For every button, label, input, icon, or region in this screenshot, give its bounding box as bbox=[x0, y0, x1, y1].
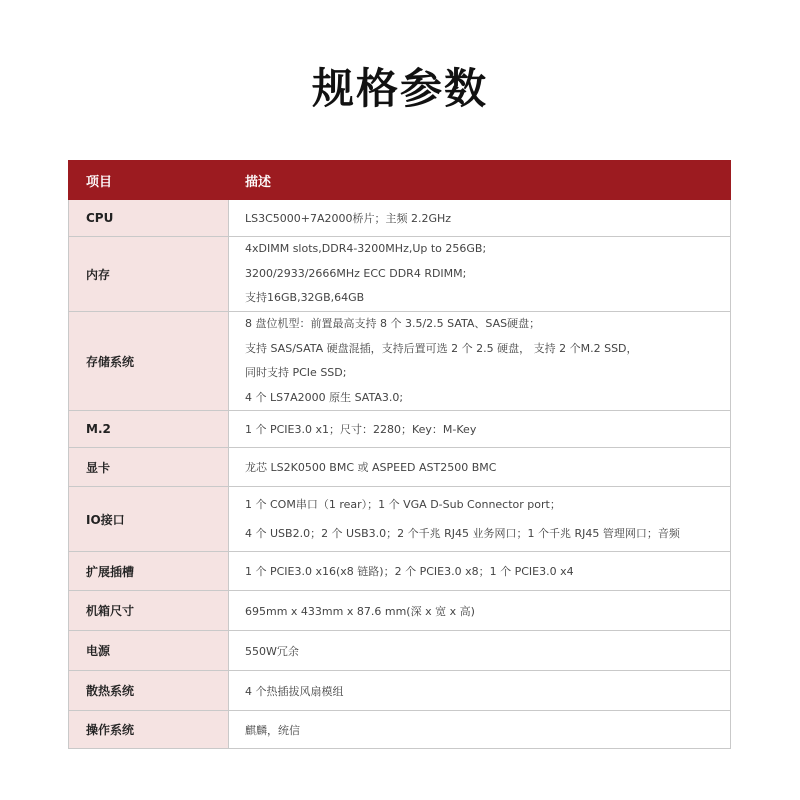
description-line: 同时支持 PCIe SSD; bbox=[245, 366, 347, 379]
description-line: 4 个热插拔风扇模组 bbox=[245, 684, 344, 698]
table-row bbox=[69, 711, 731, 749]
row-item-label: 显卡 bbox=[69, 448, 229, 487]
row-item-label: 扩展插槽 bbox=[69, 552, 229, 591]
description-line: 1 个 PCIE3.0 x16(x8 链路)；2 个 PCIE3.0 x8；1 个 PCIE3.0 x4 bbox=[245, 565, 574, 578]
table-row bbox=[69, 487, 731, 552]
row-item-label: 内存 bbox=[69, 237, 229, 312]
description-line: 550W冗余 bbox=[245, 644, 299, 658]
table-row bbox=[69, 411, 731, 448]
table-row bbox=[69, 312, 731, 411]
row-description bbox=[229, 200, 731, 237]
table-row bbox=[69, 448, 731, 487]
description-line: 4 个 LS7A2000 原生 SATA3.0; bbox=[245, 390, 404, 404]
description-line: 龙芯 LS2K0500 BMC 或 ASPEED AST2500 BMC bbox=[245, 461, 497, 474]
table-row bbox=[69, 591, 731, 631]
row-item-label: M.2 bbox=[69, 411, 229, 448]
row-description bbox=[229, 411, 731, 448]
table-row bbox=[69, 552, 731, 591]
description-line: 1 个 COM串口（1 rear）；1 个 VGA D-Sub Connector port； bbox=[245, 498, 561, 511]
page-title: 规格参数 bbox=[311, 64, 488, 113]
description-line: LS3C5000+7A2000桥片；主频 2.2GHz bbox=[245, 212, 452, 225]
row-description bbox=[229, 591, 731, 631]
description-line: 支持16GB,32GB,64GB bbox=[245, 291, 365, 305]
table-row bbox=[69, 631, 731, 671]
row-description bbox=[229, 671, 731, 711]
description-line: 695mm x 433mm x 87.6 mm(深 x 宽 x 高) bbox=[245, 604, 475, 618]
row-description bbox=[229, 487, 731, 552]
description-line: 4 个 USB2.0；2 个 USB3.0；2 个千兆 RJ45 业务网口；1 个千兆 RJ45 管理网口；音频 bbox=[245, 527, 680, 540]
description-line: 4xDIMM slots,DDR4-3200MHz,Up to 256GB; bbox=[245, 242, 487, 256]
row-description bbox=[229, 312, 731, 411]
table-row bbox=[69, 200, 731, 237]
row-item-label: IO接口 bbox=[69, 487, 229, 552]
row-item-label: 机箱尺寸 bbox=[69, 591, 229, 631]
row-description bbox=[229, 448, 731, 487]
row-description bbox=[229, 552, 731, 591]
row-description bbox=[229, 237, 731, 312]
description-line: 麒麟，统信 bbox=[245, 723, 300, 737]
row-item-label: 电源 bbox=[69, 631, 229, 671]
table-header-row bbox=[69, 161, 731, 200]
table-row bbox=[69, 671, 731, 711]
column-header-item: 项目 bbox=[69, 161, 229, 200]
row-item-label: 存储系统 bbox=[69, 312, 229, 411]
row-item-label: 操作系统 bbox=[69, 711, 229, 749]
spec-table bbox=[68, 160, 731, 749]
description-line: 支持 SAS/SATA 硬盘混插，支持后置可选 2 个 2.5 硬盘， 支持 2 个M.2 SSD， bbox=[245, 341, 638, 355]
row-description bbox=[229, 631, 731, 671]
row-item-label: CPU bbox=[69, 200, 229, 237]
row-description bbox=[229, 711, 731, 749]
table-row bbox=[69, 237, 731, 312]
row-item-label: 散热系统 bbox=[69, 671, 229, 711]
description-line: 3200/2933/2666MHz ECC DDR4 RDIMM; bbox=[245, 266, 467, 280]
description-line: 1 个 PCIE3.0 x1；尺寸：2280；Key：M-Key bbox=[245, 423, 477, 436]
column-header-desc: 描述 bbox=[229, 161, 731, 200]
description-line: 8 盘位机型：前置最高支持 8 个 3.5/2.5 SATA、SAS硬盘； bbox=[245, 317, 541, 330]
